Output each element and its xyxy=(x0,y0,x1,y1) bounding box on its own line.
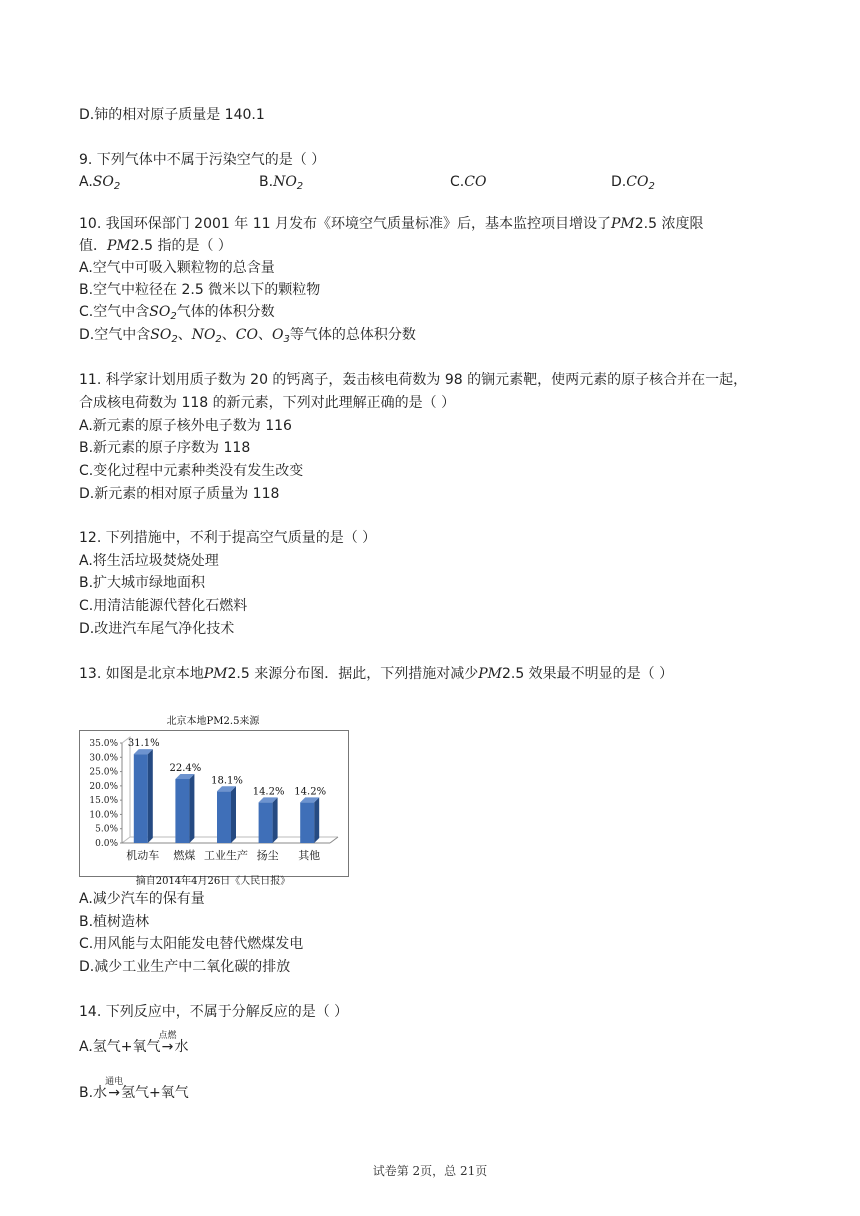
reaction-arrow: 点燃 → xyxy=(158,1031,177,1055)
q8-option-d: D.铈的相对原子质量是 140.1 xyxy=(79,107,265,123)
chart-caption: 摘自2014年4月26日《人民日报》 xyxy=(135,876,291,887)
bar-side xyxy=(231,786,236,843)
pm25-source-chart xyxy=(79,712,359,887)
y-tick-label: 15.0% xyxy=(89,796,118,807)
bar-side xyxy=(189,774,194,843)
q9-option-d: $D.CO_2$ xyxy=(611,174,655,192)
x-category-label: 工业生产 xyxy=(204,849,248,862)
bar-value-label: 18.1% xyxy=(211,775,243,787)
chart-title: 北京本地PM2.5来源 xyxy=(166,716,260,727)
x-category-label: 机动车 xyxy=(126,849,160,862)
bar-value-label: 14.2% xyxy=(252,786,285,798)
q9-option-c: C.CO xyxy=(450,174,487,190)
q13-option-d: D.减少工业生产中二氧化碳的排放 xyxy=(79,959,291,975)
x-category-label: 其他 xyxy=(298,849,321,862)
chart-x-axis-depth xyxy=(330,837,338,843)
q13-stem: 13. 如图是北京本地PM2.5 来源分布图．据此，下列措施对减少PM2.5 效果最不明显的是（ ） xyxy=(79,666,674,682)
q12-option-c: C.用清洁能源代替化石燃料 xyxy=(79,598,248,614)
y-tick-label: 5.0% xyxy=(95,824,118,835)
q9-option-b: $B.NO_2$ xyxy=(259,174,304,192)
q11-option-d: D.新元素的相对原子质量为 118 xyxy=(79,486,280,502)
q10-option-c: C.空气中含$SO_2$气体的体积分数 xyxy=(79,304,275,322)
q11-stem-line1: 11. 科学家计划用质子数为 20 的钙离子，轰击核电荷数为 98 的锎元素靶，使两元素的原子核合并在一起， xyxy=(79,372,748,388)
q12-option-d: D.改进汽车尾气净化技术 xyxy=(79,621,235,637)
q12-stem: 12. 下列措施中，不利于提高空气质量的是（ ） xyxy=(79,530,377,546)
q10-stem-line1: 10. 我国环保部门 2001 年 11 月发布《环境空气质量标准》后，基本监控项目增设了PM2.5 浓度限 xyxy=(79,216,704,232)
q9-option-a: $A.SO_2$ xyxy=(79,174,121,192)
q13-option-c: C.用风能与太阳能发电替代燃煤发电 xyxy=(79,936,304,952)
bar-side xyxy=(148,749,153,843)
bar-side xyxy=(314,797,319,843)
chart-frame xyxy=(79,730,349,877)
q10-option-a: A.空气中可吸入颗粒物的总含量 xyxy=(79,260,275,276)
bar-value-label: 31.1% xyxy=(127,738,160,750)
bar-front xyxy=(134,754,148,843)
chart-floor-edge xyxy=(122,837,130,843)
y-tick-label: 10.0% xyxy=(89,810,118,821)
y-tick-label: 35.0% xyxy=(89,739,118,749)
y-tick-label: 20.0% xyxy=(89,781,118,792)
bar-side xyxy=(273,797,278,843)
q11-stem-line2: 合成核电荷数为 118 的新元素，下列对此理解正确的是（ ） xyxy=(79,395,456,411)
bar-front xyxy=(300,802,314,843)
bar-front xyxy=(217,791,231,843)
page-footer: 试卷第 2页，总 21页 xyxy=(372,1164,488,1178)
q11-option-b: B.新元素的原子序数为 118 xyxy=(79,440,251,456)
q14-stem: 14. 下列反应中，不属于分解反应的是（ ） xyxy=(79,1004,349,1020)
x-category-label: 扬尘 xyxy=(256,849,279,862)
q11-option-c: C.变化过程中元素种类没有发生改变 xyxy=(79,463,304,479)
bar-value-label: 22.4% xyxy=(169,763,202,774)
x-category-label: 燃煤 xyxy=(173,849,196,862)
reaction-arrow: 通电 → xyxy=(105,1077,124,1101)
y-tick-label: 25.0% xyxy=(89,767,118,778)
y-tick-label: 30.0% xyxy=(89,753,118,764)
q14-option-b: B.水 通电 →氢气+氧气 xyxy=(79,1077,189,1101)
q12-option-b: B.扩大城市绿地面积 xyxy=(79,575,206,591)
bar-front xyxy=(259,802,273,843)
q13-option-a: A.减少汽车的保有量 xyxy=(79,891,205,907)
q13-option-b: B.植树造林 xyxy=(79,914,150,930)
q12-option-a: A.将生活垃圾焚烧处理 xyxy=(79,553,219,569)
q10-option-b: B.空气中粒径在 2.5 微米以下的颗粒物 xyxy=(79,282,321,298)
chart-plot xyxy=(80,731,348,876)
q10-stem-line2: 值．PM2.5 指的是（ ） xyxy=(79,238,232,254)
q9-stem: 9. 下列气体中不属于污染空气的是（ ） xyxy=(79,152,326,168)
y-tick-label: 0.0% xyxy=(95,839,118,849)
q14-option-a: A.氢气+氧气 点燃 →水 xyxy=(79,1031,189,1055)
q10-option-d: D.空气中含$SO_2$、$NO_2$、CO、$O_3$等气体的总体积分数 xyxy=(79,327,416,345)
q11-option-a: A.新元素的原子核外电子数为 116 xyxy=(79,418,292,434)
bar-value-label: 14.2% xyxy=(294,786,327,798)
bar-front xyxy=(175,779,189,843)
